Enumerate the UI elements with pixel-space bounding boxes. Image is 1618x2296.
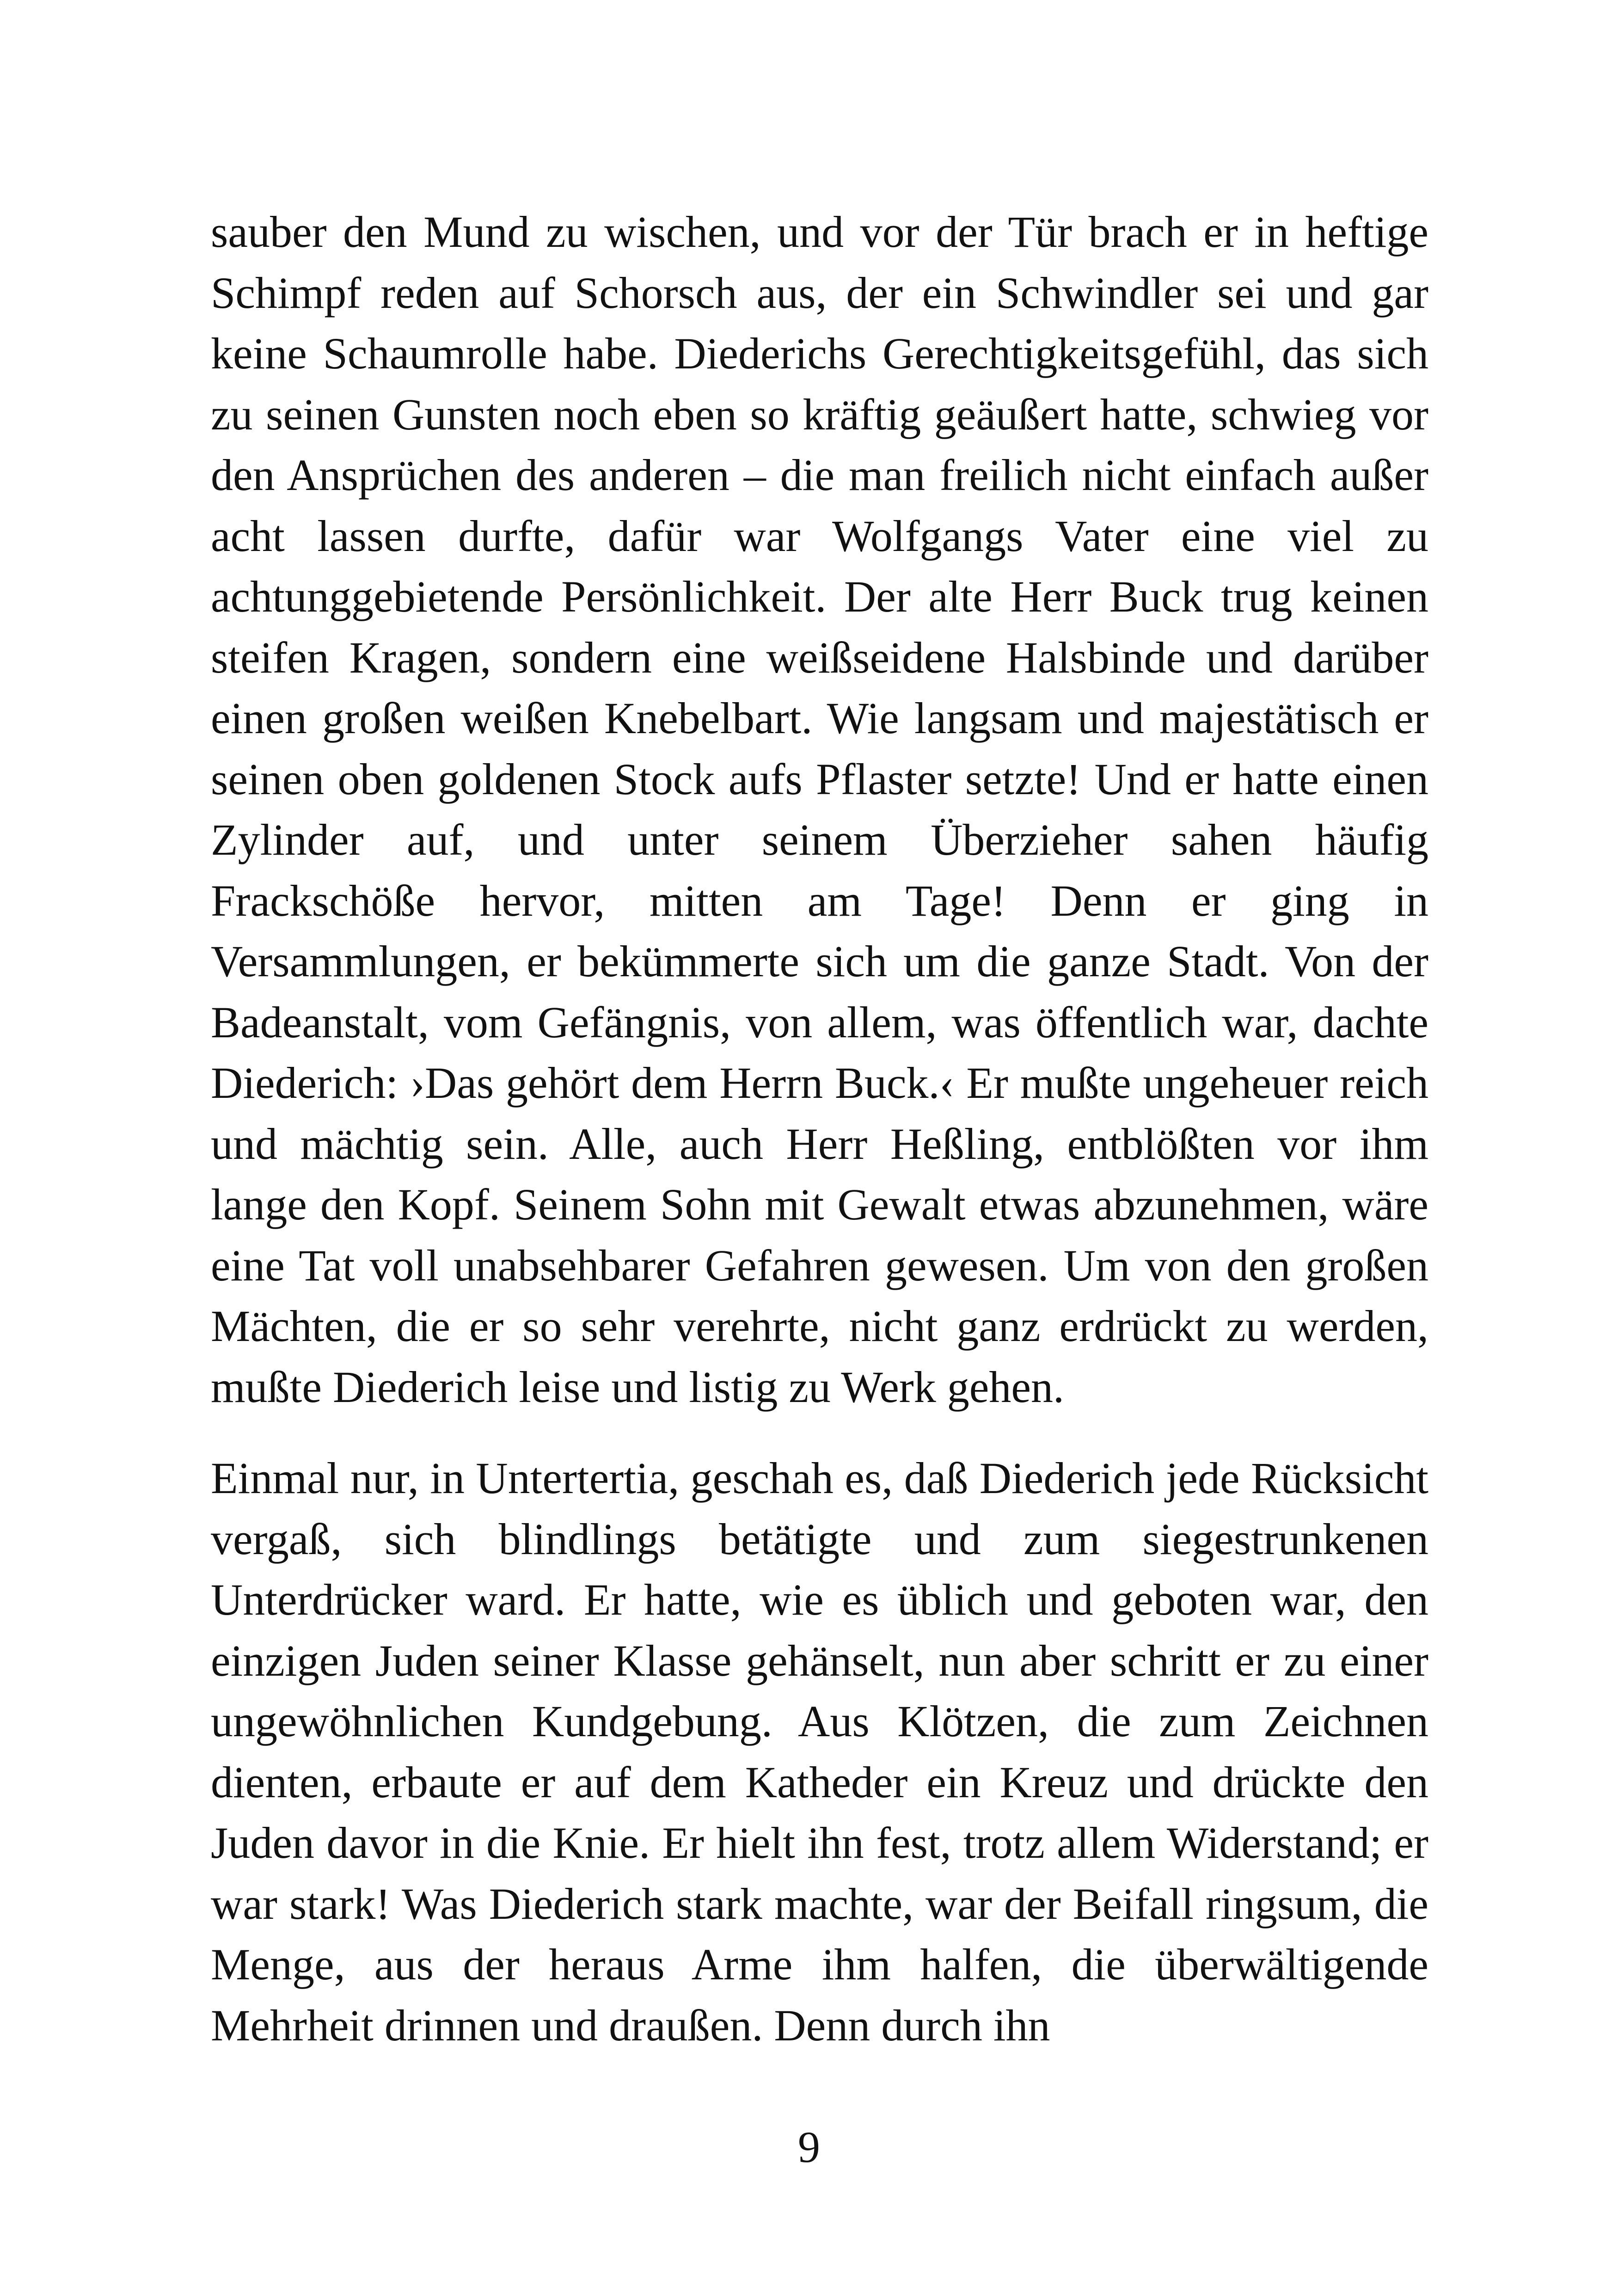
page-number: 9 bbox=[798, 2122, 820, 2172]
body-paragraph-2: Einmal nur, in Untertertia, geschah es, daß Diederich jede Rücksicht vergaß, sich blindlings betätigte und zum siegestrunkenen Unterdrücker ward. Er hatte, wie es üblich und geboten war, den einzigen Juden seiner Klasse gehänselt, nun aber schritt er zu einer ungewöhnlichen Kundgebung. Aus Klötzen, die zum Zeichnen dienten, erbaute er auf dem Katheder ein Kreuz und drückte den Juden davor in die Knie. Er hielt ihn fest, trotz allem Widerstand; er war stark! Was Diederich stark machte, war der Beifall ringsum, die Menge, aus der heraus Arme ihm halfen, die überwältigende Mehrheit drinnen und draußen. Denn durch ihn bbox=[211, 1453, 1428, 2050]
body-paragraph-1: sauber den Mund zu wischen, und vor der Tür brach er in heftige Schimpf reden auf Schorsch aus, der ein Schwindler sei und gar keine Schaumrolle habe. Diederichs Gerechtigkeitsgefühl, das sich zu seinen Gunsten noch eben so kräftig geäußert hatte, schwieg vor den Ansprüchen des anderen – die man freilich nicht einfach außer acht lassen durfte, dafür war Wolfgangs Vater eine viel zu achtunggebietende Persönlichkeit. Der alte Herr Buck trug keinen steifen Kragen, sondern eine weißseidene Halsbinde und darüber einen großen weißen Knebelbart. Wie langsam und majestätisch er seinen oben goldenen Stock aufs Pflaster setzte! Und er hatte einen Zylinder auf, und unter seinem Überzieher sahen häufig Frackschöße hervor, mitten am Tage! Denn er ging in Versammlungen, er bekümmerte sich um die ganze Stadt. Von der Badeanstalt, vom Gefängnis, von allem, was öffentlich war, dachte Diederich: ›Das gehört dem Herrn Buck.‹ Er mußte ungeheuer reich und mächtig sein. Alle, auch Herr Heßling, entblößten vor ihm lange den Kopf. Seinem Sohn mit Gewalt etwas abzunehmen, wäre eine Tat voll unabsehbarer Gefahren gewesen. Um von den großen Mächten, die er so sehr verehrte, nicht ganz erdrückt zu werden, mußte Diederich leise und listig zu Werk gehen. bbox=[211, 207, 1428, 1412]
